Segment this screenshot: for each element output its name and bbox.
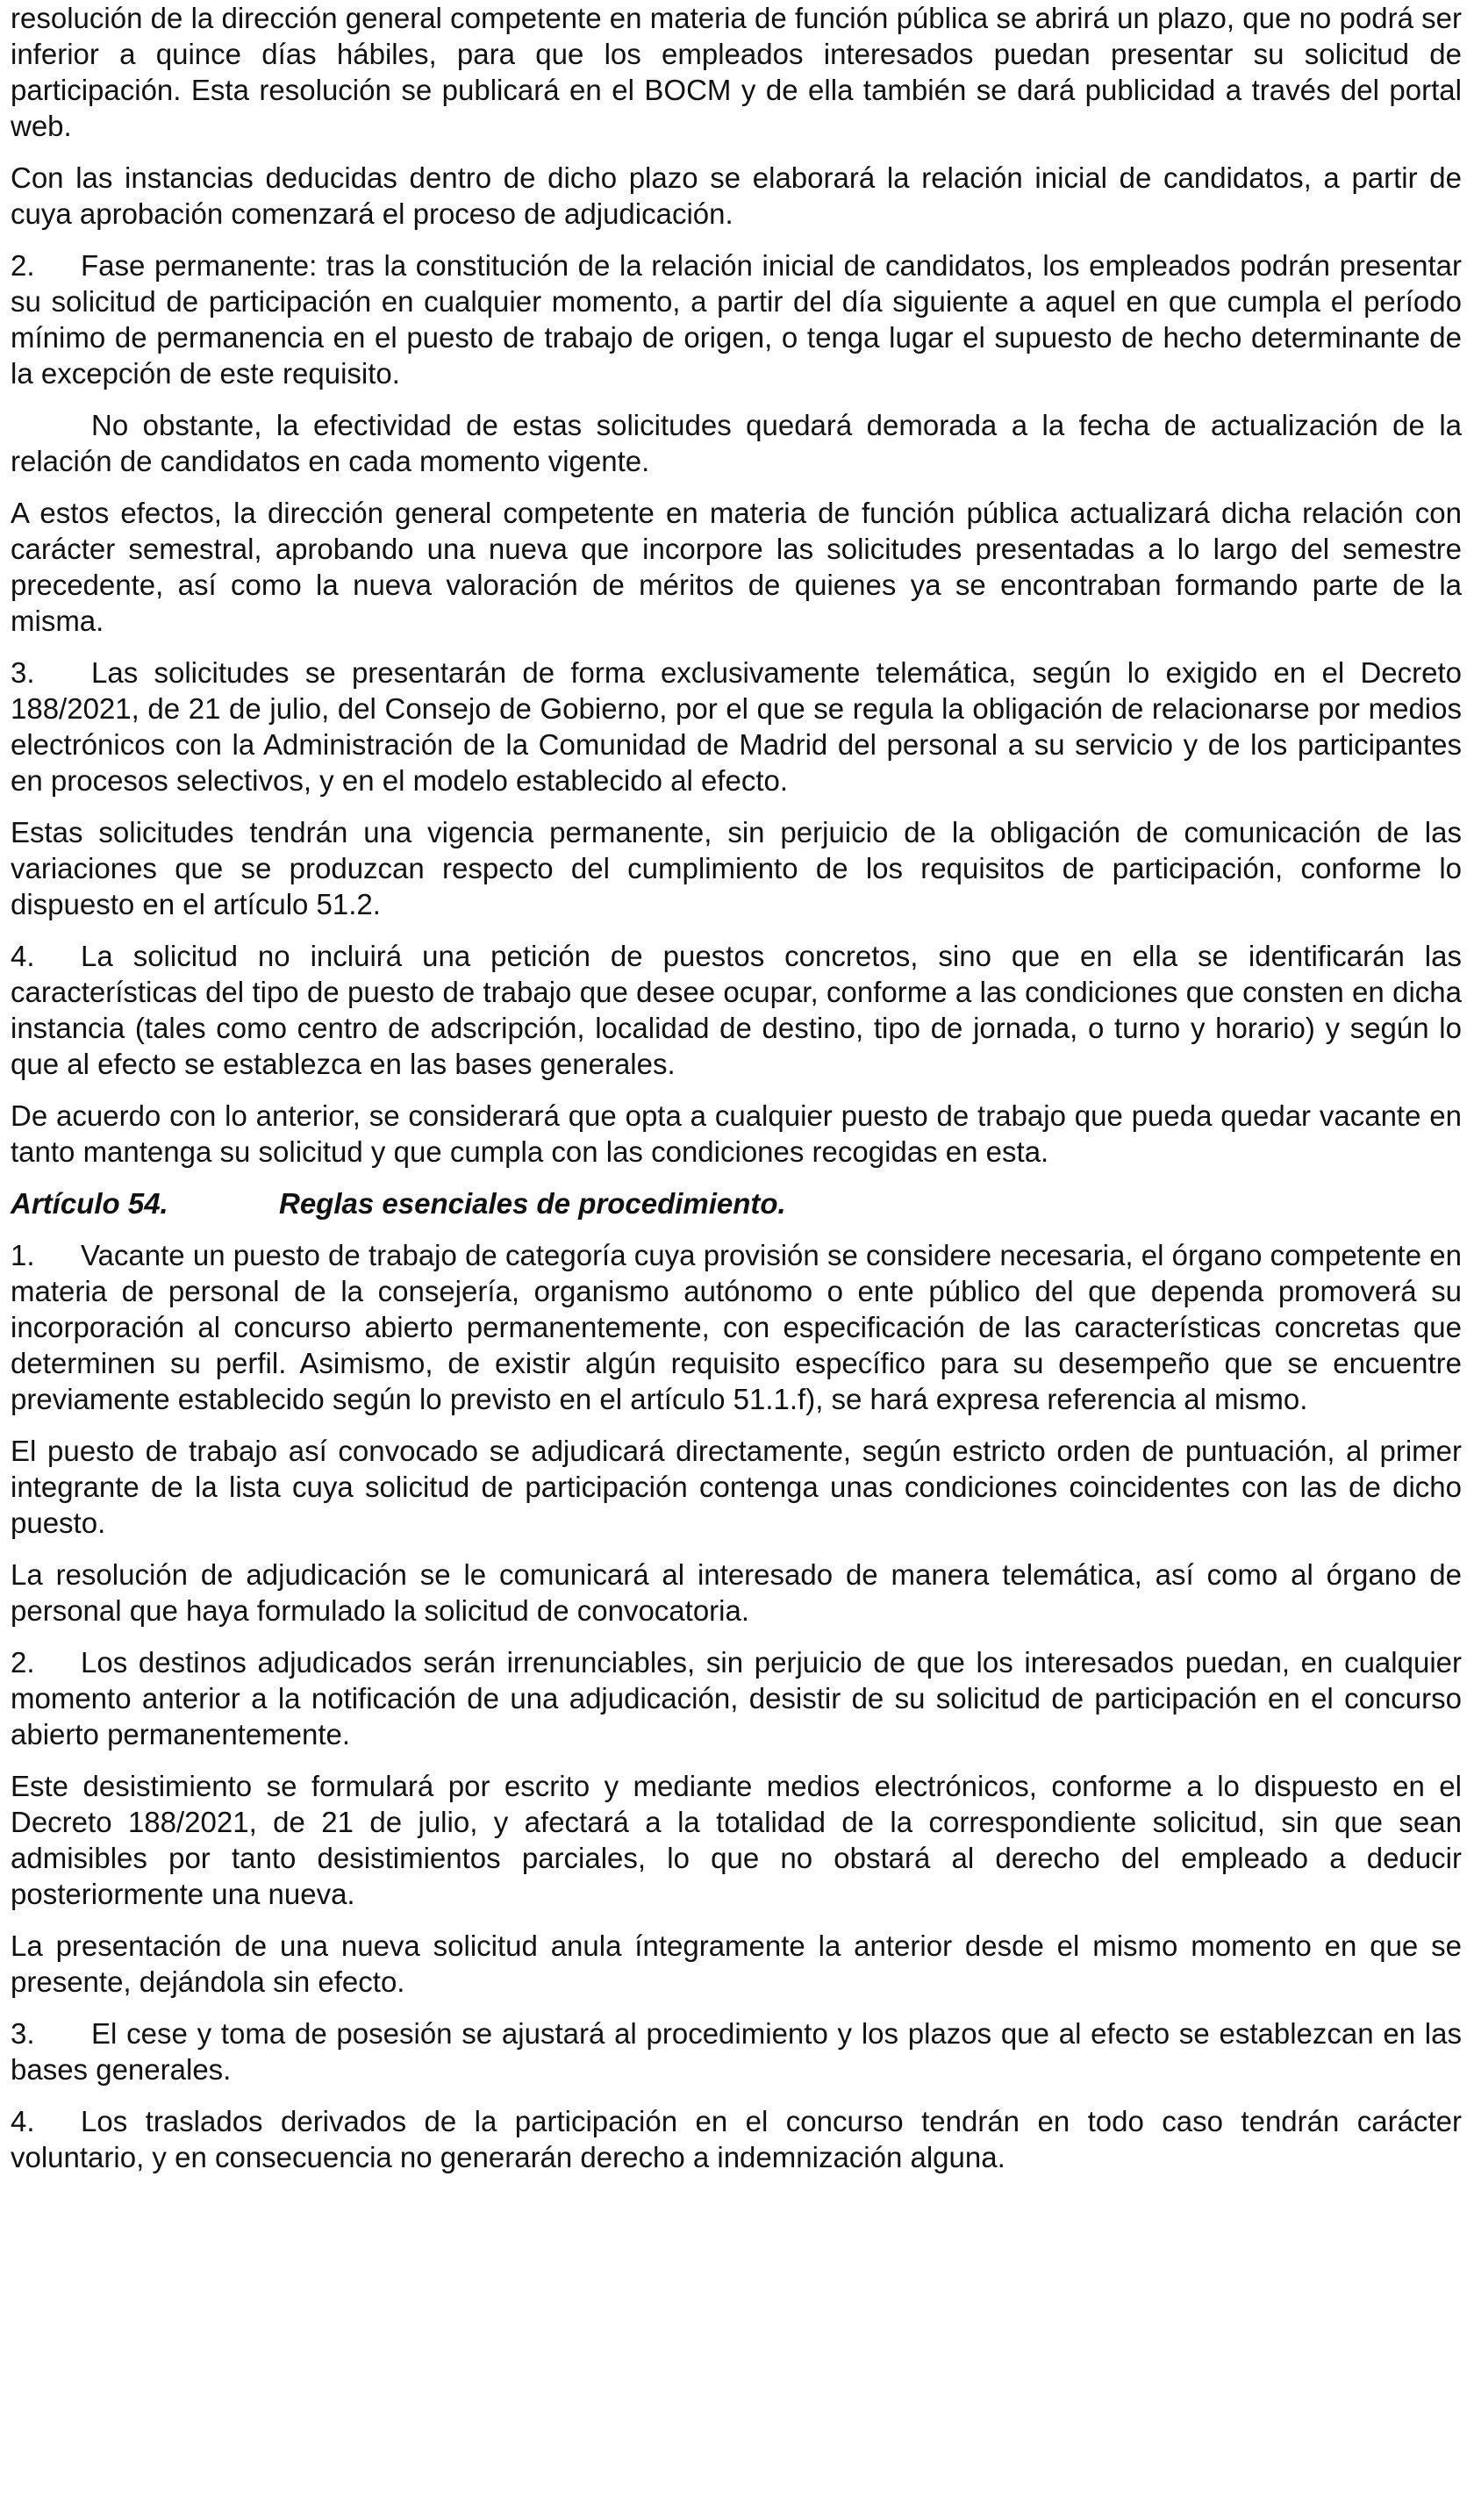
paragraph-number: 3. (11, 2017, 35, 2050)
paragraph-acuerdo-anterior: De acuerdo con lo anterior, se considerará que opta a cualquier puesto de trabajo que pueda quedar vacante en tanto mantenga su solicitud y que cumpla con las condiciones recogidas en esta. (11, 1099, 1462, 1168)
article-heading (11, 1185, 1462, 1221)
paragraph-text: El cese y toma de posesión se ajustará al procedimiento y los plazos que al efecto se establezcan en las bases generales. (11, 2017, 1462, 2086)
paragraph-text: Las solicitudes se presentarán de forma exclusivamente telemática, según lo exigido en el Decreto 188/2021, de 21 de julio, del Consejo de Gobierno, por el que se regula la obligación de relacionarse por medios electrónicos con la Administración de la Comunidad de Madrid del personal a su servicio y de los participantes en procesos selectivos, y en el modelo establecido al efecto. (11, 656, 1462, 797)
paragraph-estos-efectos: A estos efectos, la dirección general competente en materia de función pública actualizará dicha relación con carácter semestral, aprobando una nueva que incorpore las solicitudes presentadas a lo largo del semestre precedente, así como la nueva valoración de méritos de quienes ya se encontraban formando parte de la misma. (11, 497, 1462, 637)
paragraph-number: 2. (11, 1646, 35, 1679)
article-number: Artículo 54. (11, 1187, 168, 1220)
paragraph-number: 3. (11, 656, 35, 689)
paragraph-text: Fase permanente: tras la constitución de la relación inicial de candidatos, los empleados podrán presentar su solicitud de participación en cualquier momento, a partir del día siguiente a aquel en que cumpla el período mínimo de permanencia en el puesto de trabajo de origen, o tenga lugar el supuesto de hecho determinante de la excepción de este requisito. (11, 249, 1462, 390)
document-page (11, 0, 1462, 2191)
paragraph-destinos-irrenunciables (11, 1644, 1462, 1752)
paragraph-cese-toma-posesion (11, 2015, 1462, 2087)
paragraph-desistimiento: Este desistimiento se formulará por escrito y mediante medios electrónicos, conforme a lo dispuesto en el Decreto 188/2021, de 21 de julio, y afectará a la totalidad de la correspondiente solicitud, sin que sean admisibles por tanto desistimientos parciales, lo que no obstará al derecho del empleado a deducir posteriormente una nueva. (11, 1770, 1462, 1910)
paragraph-relacion-inicial: Con las instancias deducidas dentro de dicho plazo se elaborará la relación inicial de candidatos, a partir de cuya aprobación comenzará el proceso de adjudicación. (11, 161, 1462, 230)
paragraph-text: La solicitud no incluirá una petición de puestos concretos, sino que en ella se identificarán las características del tipo de puesto de trabajo que desee ocupar, conforme a las condiciones que consten en dicha instancia (tales como centro de adscripción, localidad de destino, tipo de jornada, o turno y horario) y según lo que al efecto se establezca en las bases generales. (11, 940, 1462, 1080)
paragraph-resolucion-plazo: resolución de la dirección general competente en materia de función pública se abrirá un plazo, que no podrá ser inferior a quince días hábiles, para que los empleados interesados puedan presentar su solicitud de participación. Esta resolución se publicará en el BOCM y de ella también se dará publicidad a través del portal web. (11, 2, 1462, 142)
article-title: Reglas esenciales de procedimiento. (279, 1187, 786, 1220)
paragraph-no-obstante: No obstante, la efectividad de estas solicitudes quedará demorada a la fecha de actualización de la relación de candidatos en cada momento vigente. (11, 409, 1462, 477)
paragraph-solicitud-puestos (11, 938, 1462, 1082)
paragraph-vacante-puesto (11, 1237, 1462, 1417)
paragraph-text: Los destinos adjudicados serán irrenunciables, sin perjuicio de que los interesados puedan, en cualquier momento anterior a la notificación de una adjudicación, desistir de su solicitud de participación en el concurso abierto permanentemente. (11, 1646, 1462, 1750)
paragraph-number: 4. (11, 2105, 35, 2137)
paragraph-solicitudes-telematicas (11, 655, 1462, 798)
paragraph-vigencia-permanente: Estas solicitudes tendrán una vigencia permanente, sin perjuicio de la obligación de comunicación de las variaciones que se produzcan respecto del cumplimiento de los requisitos de participación, conforme lo dispuesto en el artículo 51.2. (11, 816, 1462, 920)
paragraph-traslados-voluntarios (11, 2103, 1462, 2175)
paragraph-puesto-convocado: El puesto de trabajo así convocado se adjudicará directamente, según estricto orden de puntuación, al primer integrante de la lista cuya solicitud de participación contenga unas condiciones coincidentes con las de dicho puesto. (11, 1435, 1462, 1539)
paragraph-resolucion-adjudicacion: La resolución de adjudicación se le comunicará al interesado de manera telemática, así como al órgano de personal que haya formulado la solicitud de convocatoria. (11, 1558, 1462, 1627)
paragraph-text: Los traslados derivados de la participación en el concurso tendrán en todo caso tendrán carácter voluntario, y en consecuencia no generarán derecho a indemnización alguna. (11, 2105, 1462, 2173)
paragraph-fase-permanente (11, 247, 1462, 391)
paragraph-number: 2. (11, 249, 35, 282)
paragraph-number: 1. (11, 1239, 35, 1271)
paragraph-nueva-solicitud: La presentación de una nueva solicitud anula íntegramente la anterior desde el mismo momento en que se presente, dejándola sin efecto. (11, 1929, 1462, 1998)
paragraph-number: 4. (11, 940, 35, 972)
paragraph-text: Vacante un puesto de trabajo de categoría cuya provisión se considere necesaria, el órgano competente en materia de personal de la consejería, organismo autónomo o ente público del que dependa promoverá su incorporación al concurso abierto permanentemente, con especificación de las características concretas que determinen su perfil. Asimismo, de existir algún requisito específico para su desempeño que se encuentre previamente establecido según lo previsto en el artículo 51.1.f), se hará expresa referencia al mismo. (11, 1239, 1462, 1415)
